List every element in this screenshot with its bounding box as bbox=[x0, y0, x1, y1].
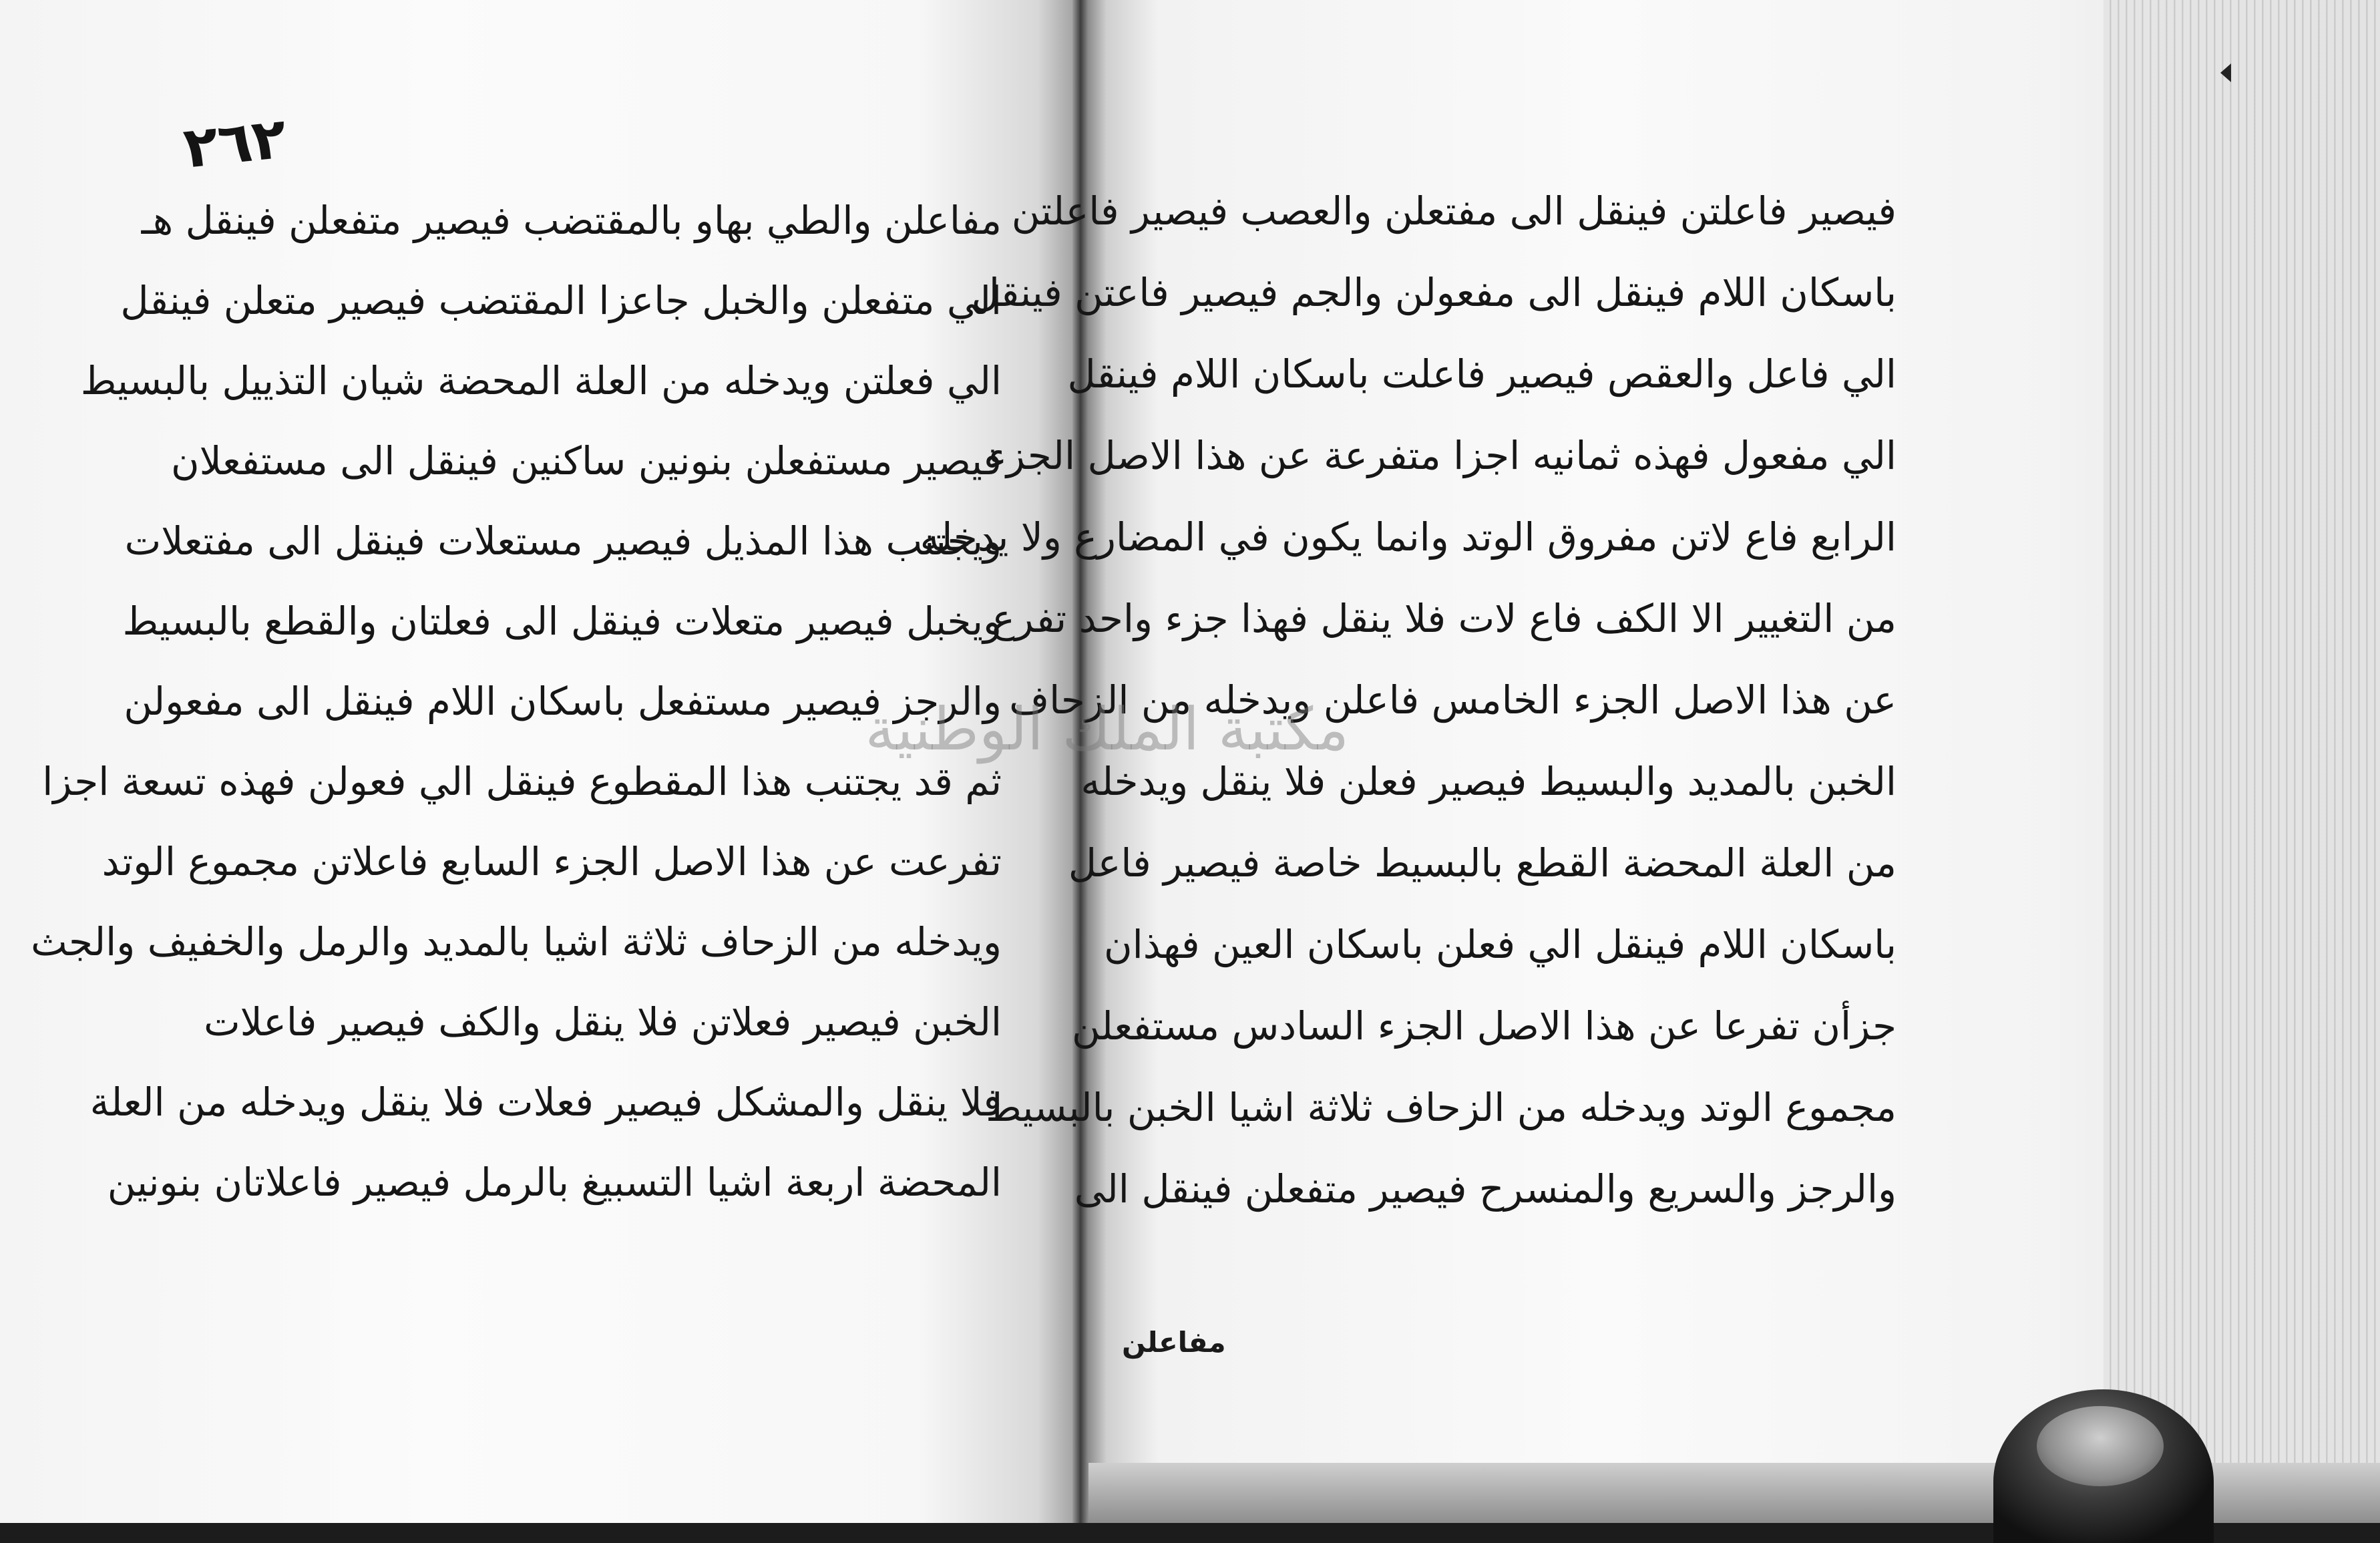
text-line: باسكان اللام فينقل الي فعلن باسكان العين فهذان bbox=[1104, 922, 1897, 967]
text-line: الخبن بالمديد والبسيط فيصير فعلن فلا ينقل ويدخله bbox=[1080, 759, 1897, 804]
text-line: باسكان اللام فينقل الى مفعولن والجم فيصير فاعتن فينقل bbox=[971, 270, 1897, 315]
text-line: مفاعلن والطي بهاو بالمقتضب فيصير متفعلن فينقل هـ bbox=[141, 198, 1002, 243]
text-line: ويدخله من الزحاف ثلاثة اشيا بالمديد والرمل والخفيف والجث bbox=[31, 919, 1002, 965]
library-watermark: مكتبة الملك الوطنية bbox=[865, 695, 1349, 763]
text-line: جزأن تفرعا عن هذا الاصل الجزء السادس مستفعلن bbox=[1072, 1003, 1897, 1049]
text-line: فيصير مستفعلن بنونين ساكنين فينقل الى مستفعلان bbox=[170, 438, 1002, 484]
text-line: ويجتنب هذا المذيل فيصير مستعلات فينقل الى مفتعلات bbox=[124, 518, 1002, 564]
text-line: تفرعت عن هذا الاصل الجزء السابع فاعلاتن مجموع الوتد bbox=[102, 839, 1002, 884]
text-line: مجموع الوتد ويدخله من الزحاف ثلاثة اشيا الخبن بالبسيط bbox=[986, 1085, 1897, 1130]
text-line: المحضة اربعة اشيا التسبيغ بالرمل فيصير فاعلاتان بنونين bbox=[107, 1160, 1002, 1205]
text-line: الي فاعل والعقص فيصير فاعلت باسكان اللام فينقل bbox=[1067, 351, 1897, 397]
text-line: ثم قد يجتنب هذا المقطوع فينقل الي فعولن فهذه تسعة اجزا bbox=[42, 759, 1002, 804]
text-line: والرجز فيصير مستفعل باسكان اللام فينقل الى مفعولن bbox=[124, 679, 1002, 724]
text-line: فلا ينقل والمشكل فيصير فعلات فلا ينقل ويدخله من العلة bbox=[89, 1079, 1002, 1125]
text-line: من العلة المحضة القطع بالبسيط خاصة فيصير فاعل bbox=[1068, 840, 1897, 886]
folio-number: ٢٦٢ bbox=[180, 105, 290, 181]
page-edges bbox=[2104, 0, 2380, 1523]
text-line: فيصير فاعلتن فينقل الى مفتعلن والعصب فيصير فاعلتن bbox=[1011, 188, 1897, 234]
text-line: الي متفعلن والخبل جاعزا المقتضب فيصير متعلن فينقل bbox=[120, 278, 1002, 323]
text-line: عن هذا الاصل الجزء الخامس فاعلن ويدخله من الزحاف bbox=[1009, 677, 1897, 723]
text-line: الي مفعول فهذه ثمانيه اجزا متفرعة عن هذا الاصل الجزء bbox=[988, 433, 1897, 478]
text-line: الخبن فيصير فعلاتن فلا ينقل والكف فيصير فاعلات bbox=[204, 999, 1002, 1045]
text-line: الرابع فاع لاتن مفروق الوتد وانما يكون في المضارع ولا يدخله bbox=[920, 514, 1897, 560]
text-line: ويخبل فيصير متعلات فينقل الى فعلتان والقطع بالبسيط bbox=[122, 598, 1002, 644]
thumbnail-nail-icon bbox=[2037, 1406, 2164, 1486]
text-line: الي فعلتن ويدخله من العلة المحضة شيان التذييل بالبسيط bbox=[80, 358, 1002, 403]
catchword: مفاعلن bbox=[1122, 1326, 1226, 1359]
text-line: من التغيير الا الكف فاع لات فلا ينقل فهذا جزء واحد تفرع bbox=[992, 596, 1897, 641]
corner-mark-icon bbox=[2220, 63, 2231, 82]
text-line: والرجز والسريع والمنسرح فيصير متفعلن فينقل الى bbox=[1074, 1166, 1897, 1212]
